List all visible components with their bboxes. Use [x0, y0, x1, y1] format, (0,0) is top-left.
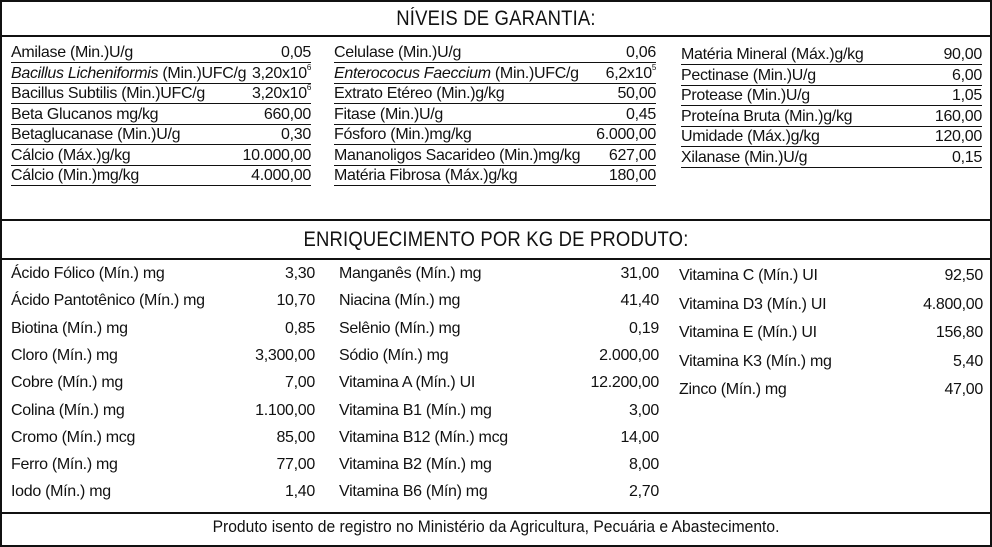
nutrient-name: Matéria Mineral (Máx.)g/kg: [681, 46, 864, 63]
nutrient-value: 4.800,00: [923, 295, 983, 313]
nutrient-value: 5,40: [953, 352, 983, 370]
nutrient-name: Vitamina C (Mín.) UI: [679, 267, 818, 284]
nutrient-name: Umidade (Máx.)g/kg: [681, 128, 820, 145]
table-row: [334, 126, 656, 145]
table-row: [339, 265, 659, 283]
nutrient-name: Extrato Etéreo (Min.)g/kg: [334, 85, 505, 102]
nutrient-value: 120,00: [934, 128, 982, 145]
nutrient-name: Cálcio (Máx.)g/kg: [11, 146, 131, 164]
nutrient-value: 41,40: [620, 292, 659, 310]
nutrient-value: 85,00: [276, 428, 315, 446]
nutrient-name: Manganês (Mín.) mg: [339, 265, 482, 282]
nutrient-value: 31,00: [620, 265, 659, 282]
nutrient-value: 3,30: [285, 265, 315, 282]
table-row: [11, 265, 315, 283]
nutrient-value: 10.000,00: [242, 146, 311, 164]
nutrient-name: Mananoligos Sacarideo (Min.)mg/kg: [334, 146, 581, 164]
nutrient-value: 0,06: [626, 44, 656, 61]
nutrient-value: 47,00: [944, 381, 983, 398]
nutrient-name: Matéria Fibrosa (Máx.)g/kg: [334, 167, 518, 184]
divider-bottom: [2, 512, 990, 514]
table-row: [679, 324, 983, 342]
table-row: [681, 149, 982, 168]
nutrient-value: $3,20x10^6$: [252, 62, 311, 82]
nutrient-value: 12.200,00: [590, 374, 659, 392]
table-row: [334, 106, 656, 125]
nutrient-value: $3,20x10^6$: [252, 83, 311, 102]
nutrient-value: 3,300,00: [255, 346, 315, 364]
nutrient-name: Ácido Pantotênico (Mín.) mg: [11, 292, 205, 310]
nutrient-name: Amilase (Min.)U/g: [11, 44, 134, 61]
table-row: [334, 62, 656, 84]
table-row: [681, 128, 982, 147]
table-row: [339, 483, 659, 501]
nutrient-name: Sódio (Mín.) mg: [339, 346, 449, 364]
enriquecimento-title: ENRIQUECIMENTO POR KG DE PRODUTO:: [303, 228, 689, 251]
nutrient-name: Protease (Min.)U/g: [681, 87, 810, 104]
nutrient-value: 0,05: [281, 44, 311, 61]
table-row: [339, 347, 659, 365]
nutrient-name: Beta Glucanos mg/kg: [11, 105, 159, 123]
nutrient-name: Vitamina B6 (Mín) mg: [339, 483, 488, 501]
nutrient-value: 180,00: [608, 167, 656, 184]
nutrient-value: 1,05: [952, 87, 982, 104]
nutrient-name: Selênio (Mín.) mg: [339, 319, 461, 337]
table-row: [339, 456, 659, 474]
table-row: [11, 85, 311, 104]
table-row: [679, 381, 983, 399]
nutrient-name: Betaglucanase (Min.)U/g: [11, 126, 181, 143]
table-row: [334, 44, 656, 63]
nutrient-name: Xilanase (Min.)U/g: [681, 148, 808, 166]
table-row: [339, 402, 659, 420]
nutrient-name: Vitamina B12 (Mín.) mcg: [339, 428, 508, 446]
nutrient-value: 1.100,00: [255, 401, 315, 419]
nutrient-name: Biotina (Mín.) mg: [11, 319, 128, 337]
table-row: [339, 429, 659, 447]
nutrient-name: Vitamina A (Mín.) UI: [339, 374, 475, 392]
nutrient-name: Celulase (Min.)U/g: [334, 44, 462, 61]
nutrient-value: 2.000,00: [599, 346, 659, 364]
table-row: [681, 108, 982, 127]
nutrient-value: 14,00: [620, 428, 659, 446]
divider-mid-1: [2, 219, 990, 221]
table-row: [679, 353, 983, 371]
table-row: [339, 292, 659, 310]
table-row: [681, 46, 982, 65]
nutrient-value: 0,15: [952, 148, 982, 166]
nutrient-value: 660,00: [263, 105, 311, 123]
table-row: [681, 87, 982, 106]
table-row: [334, 167, 656, 186]
nutrient-name: Cromo (Mín.) mcg: [11, 428, 136, 446]
table-row: [11, 456, 315, 474]
nutrient-name: Proteína Bruta (Min.)g/kg: [681, 107, 853, 125]
nutrient-name: Vitamina K3 (Mín.) mg: [679, 352, 832, 370]
nutrient-name: Ferro (Mín.) mg: [11, 456, 118, 474]
table-row: [11, 106, 311, 125]
table-row: [679, 267, 983, 285]
nutrient-value: 77,00: [276, 456, 315, 474]
table-row: [11, 402, 315, 420]
footer-note: Produto isento de registro no Ministério da Agricultura, Pecuária e Abastecimento.: [212, 517, 780, 536]
nutrient-name: Fósforo (Min.)mg/kg: [334, 126, 472, 143]
divider-top: [2, 35, 990, 37]
nutrient-name: Vitamina B1 (Mín.) mg: [339, 401, 492, 419]
table-row: [334, 85, 656, 104]
exponent: 6: [306, 83, 311, 92]
nutrient-name: Enterococus Faeccium (Min.)UFC/g: [334, 64, 579, 82]
nutrient-value: 0,30: [281, 126, 311, 143]
nutrient-value: 160,00: [934, 107, 982, 125]
nutrient-name: Cloro (Mín.) mg: [11, 346, 118, 364]
exponent: 5: [651, 62, 656, 72]
table-row: [681, 67, 982, 86]
divider-mid-2: [2, 258, 990, 260]
nutrient-value: 0,85: [285, 319, 315, 337]
nutrient-value: 6,00: [952, 66, 982, 84]
table-row: [339, 320, 659, 338]
nutrient-name: Zinco (Mín.) mg: [679, 381, 787, 398]
nutrient-value: 92,50: [944, 267, 983, 284]
table-row: [11, 292, 315, 310]
nutrient-value: 90,00: [943, 46, 982, 63]
table-row: [11, 167, 311, 186]
table-row: [11, 429, 315, 447]
nutrient-name: Iodo (Mín.) mg: [11, 483, 111, 501]
exponent: 6: [306, 62, 311, 72]
nutrient-name: Vitamina E (Mín.) UI: [679, 324, 817, 341]
nutrient-value: 7,00: [285, 374, 315, 392]
nutrient-name: Cobre (Mín.) mg: [11, 374, 123, 392]
nutrient-name: Fitase (Min.)U/g: [334, 105, 443, 123]
nutrient-name: Bacillus Licheniformis (Min.)UFC/g: [11, 64, 247, 82]
nutrient-name: Pectinase (Min.)U/g: [681, 66, 816, 84]
table-row: [334, 147, 656, 166]
nutrient-name: Colina (Mín.) mg: [11, 401, 125, 419]
nutrient-value: 3,00: [629, 401, 659, 419]
nutrient-value: 627,00: [608, 146, 656, 164]
table-row: [11, 347, 315, 365]
table-row: [11, 44, 311, 63]
nutrient-value: 156,80: [935, 324, 983, 341]
nutrient-value: 10,70: [276, 292, 315, 310]
nutrient-value: 4.000,00: [251, 167, 311, 184]
garantia-title: NÍVEIS DE GARANTIA:: [396, 7, 596, 30]
table-row: [11, 320, 315, 338]
nutrient-value: 8,00: [629, 456, 659, 474]
table-row: [11, 483, 315, 501]
nutrient-name: Bacillus Subtilis (Min.)UFC/g: [11, 85, 206, 102]
nutrient-name: Cálcio (Min.)mg/kg: [11, 167, 139, 184]
nutrient-name: Vitamina D3 (Mín.) UI: [679, 295, 827, 313]
nutrient-name: Ácido Fólico (Mín.) mg: [11, 265, 165, 282]
nutrient-name: Niacina (Mín.) mg: [339, 292, 461, 310]
nutrient-value: 1,40: [285, 483, 315, 501]
table-row: [339, 374, 659, 392]
table-row: [11, 374, 315, 392]
nutrient-value: $6,2x10^5$: [605, 62, 656, 82]
nutrient-value: 0,19: [629, 319, 659, 337]
nutrient-value: 6.000,00: [596, 126, 656, 143]
table-row: [11, 126, 311, 145]
nutrient-name: Vitamina B2 (Mín.) mg: [339, 456, 492, 474]
nutrient-value: 0,45: [626, 105, 656, 123]
table-row: [11, 147, 311, 166]
table-row: [679, 296, 983, 314]
table-row: [11, 62, 311, 84]
nutrient-value: 50,00: [617, 85, 656, 102]
nutrient-value: 2,70: [629, 483, 659, 501]
